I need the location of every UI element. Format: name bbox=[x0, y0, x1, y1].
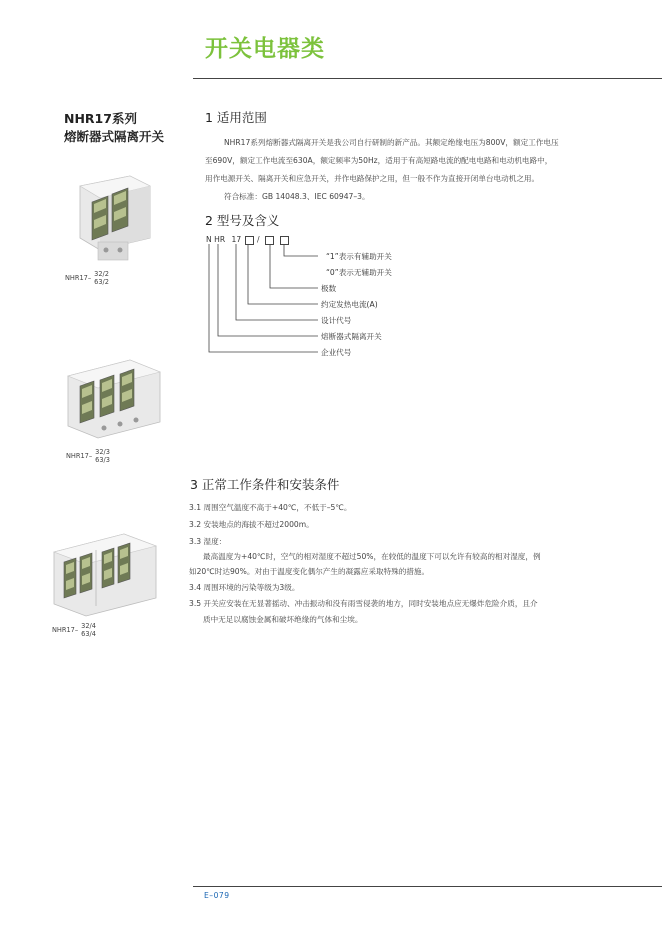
caption-line1: 32/2 bbox=[94, 270, 109, 278]
product-image-3pole bbox=[64, 356, 164, 446]
legend-aux-no: “0”表示无辅助开关 bbox=[326, 268, 392, 277]
code-hr: HR bbox=[214, 235, 226, 244]
section1-line2: 至690V，额定工作电流至630A，额定频率为50Hz，适用于有高短路电流的配电电路和电动机电路中， bbox=[205, 156, 553, 165]
page-title: 开关电器类 bbox=[205, 36, 325, 62]
header-divider bbox=[193, 78, 662, 79]
series-title-line2: 熔断器式隔离开关 bbox=[64, 129, 165, 144]
product-caption-3pole bbox=[66, 448, 110, 464]
caption-line2: 63/2 bbox=[94, 278, 109, 286]
condition-3-5-line2: 质中无足以腐蚀金属和破坏绝缘的气体和尘埃。 bbox=[203, 615, 363, 624]
condition-3-4: 3.4 周围环境的污染等级为3级。 bbox=[189, 583, 300, 592]
model-code-connector-lines bbox=[200, 244, 330, 359]
caption-prefix: NHR17– bbox=[52, 626, 79, 634]
page-number: E–079 bbox=[204, 891, 230, 900]
caption-line1: 32/4 bbox=[81, 622, 96, 630]
caption-line2: 63/4 bbox=[81, 630, 96, 638]
caption-prefix: NHR17– bbox=[65, 274, 92, 282]
code-17: 17 bbox=[231, 235, 242, 244]
series-title-line1: NHR17系列 bbox=[64, 111, 137, 126]
condition-3-3-line2: 如20℃时达90%。对由于温度变化偶尔产生的凝露应采取特殊的措施。 bbox=[189, 567, 430, 576]
section1-line3: 用作电源开关、隔离开关和应急开关，并作电路保护之用，但一般不作为直接开闭单台电动机之用。 bbox=[205, 174, 540, 183]
legend-product-type: 熔断器式隔离开关 bbox=[321, 332, 382, 341]
code-n: N bbox=[206, 235, 212, 244]
caption-prefix: NHR17– bbox=[66, 452, 93, 460]
product-image-4pole bbox=[50, 530, 160, 622]
header-band bbox=[0, 0, 662, 78]
condition-3-5-line1: 3.5 开关应安装在无显著摇动、冲击振动和没有雨雪侵袭的地方，同时安装地点应无爆炸危险介质，且介 bbox=[189, 599, 538, 608]
product-image-2pole bbox=[74, 172, 156, 264]
condition-3-1: 3.1 周围空气温度不高于+40℃，不低于–5℃。 bbox=[189, 503, 352, 512]
section1-line1: NHR17系列熔断器式隔离开关是我公司自行研制的新产品。其额定绝缘电压为800V，额定工作电压 bbox=[224, 138, 559, 147]
product-caption-4pole bbox=[52, 622, 96, 638]
condition-3-2: 3.2 安装地点的海拔不超过2000m。 bbox=[189, 520, 314, 529]
condition-3-3-line1: 最高温度为+40℃时，空气的相对湿度不超过50%，在较低的温度下可以允许有较高的相对湿度，例 bbox=[203, 552, 541, 561]
section1-heading: 1 适用范围 bbox=[205, 110, 267, 125]
section3-heading: 3 正常工作条件和安装条件 bbox=[190, 477, 340, 492]
legend-design-code: 设计代号 bbox=[321, 316, 352, 325]
section1-line4: 符合标准：GB 14048.3、IEC 60947–3。 bbox=[224, 192, 370, 201]
footer-divider bbox=[193, 886, 662, 887]
legend-company-code: 企业代号 bbox=[321, 348, 352, 357]
condition-3-3: 3.3 湿度： bbox=[189, 537, 227, 546]
code-slash: / bbox=[257, 235, 260, 244]
caption-line2: 63/3 bbox=[95, 456, 110, 464]
product-caption-2pole bbox=[65, 270, 109, 286]
section2-heading: 2 型号及含义 bbox=[205, 213, 280, 228]
legend-poles: 极数 bbox=[321, 284, 337, 293]
caption-line1: 32/3 bbox=[95, 448, 110, 456]
series-title bbox=[64, 110, 164, 146]
legend-rated-current: 约定发热电流(A) bbox=[321, 300, 378, 309]
legend-aux-yes: “1”表示有辅助开关 bbox=[326, 252, 392, 261]
